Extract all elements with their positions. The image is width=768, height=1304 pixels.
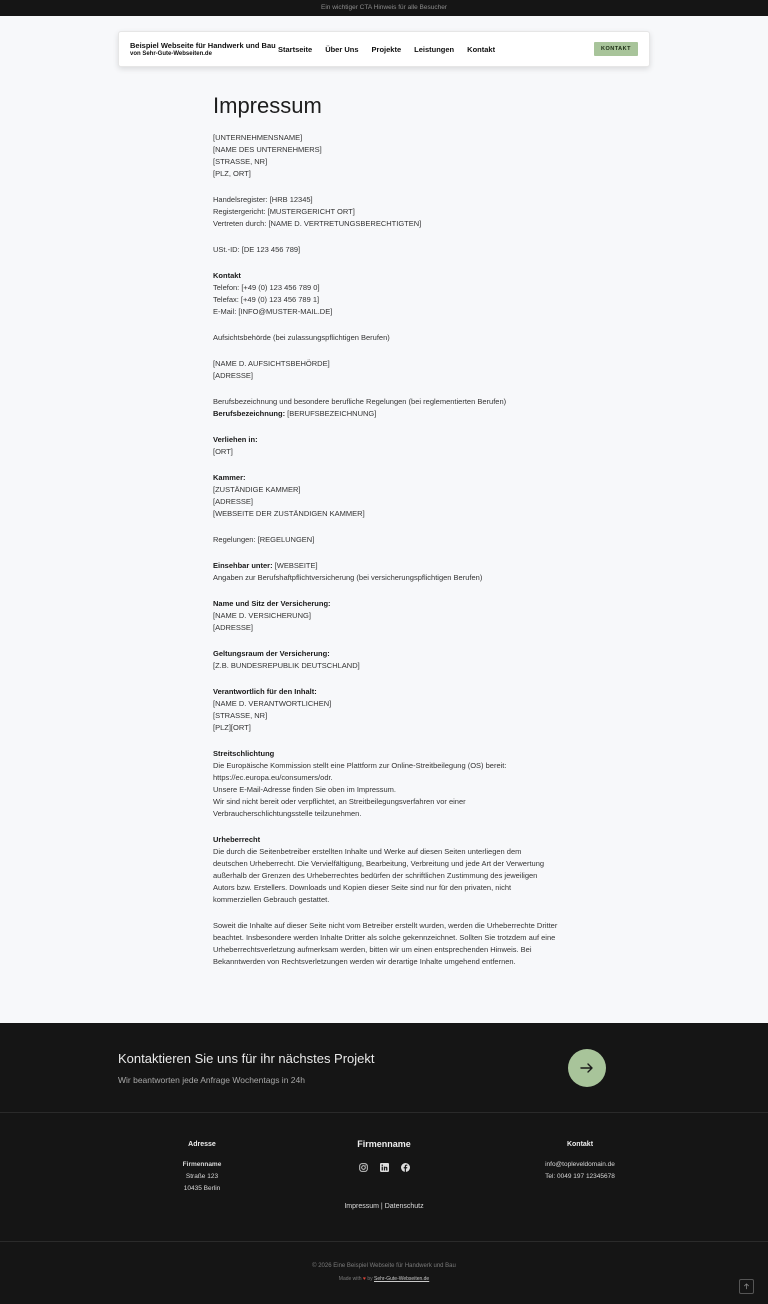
copyright-text: Die durch die Seitenbetreiber erstellten Inhalte und Werke auf diesen Seiten unterliegen dem deutschen Urheberrecht. Die Vervielfältigung, Bearbeitung, Verbreitung und jede Art der Verwertung außerhalb der Grenzen des Urheberrechtes bedürfen der schriftlichen Zustimmung des jeweiligen Autors bzw. Erstellers. Downloads und Kopien dieser Seite sind nur für den privaten, nicht kommerziellen Gebrauch gestattet. [213, 847, 545, 904]
nav-item-kontakt[interactable]: Kontakt [467, 45, 496, 54]
email: E-Mail: [INFO@MUSTER-MAIL.DE] [213, 307, 333, 316]
register-info [213, 194, 558, 230]
contact-heading: Kontakt [213, 271, 241, 280]
contact-cta-band [0, 1023, 768, 1112]
footer-legal-links [0, 1203, 768, 1210]
responsible-city: [PLZ][ORT] [213, 723, 251, 732]
main-navigation [118, 31, 650, 67]
cta-heading: Kontaktieren Sie uns für ihr nächstes Projekt [118, 1051, 375, 1066]
footer-company: Firmenname [182, 1161, 222, 1168]
coverage-label: Geltungsraum der Versicherung: [213, 649, 330, 658]
insurance-address: [ADRESSE] [213, 623, 254, 632]
footer-address [163, 1141, 241, 1195]
viewable-label: Einsehbar unter: [213, 561, 273, 570]
footer-street: Straße 123 [185, 1173, 219, 1180]
insurance-section [213, 598, 558, 634]
linkedin-icon[interactable] [380, 1159, 389, 1168]
chamber-section [213, 472, 558, 520]
coverage-value: [Z.B. BUNDESREPUBLIK DEUTSCHLAND] [213, 661, 360, 670]
made-with-notice [0, 1276, 768, 1282]
authority-name: [NAME D. AUFSICHTSBEHÖRDE] [213, 359, 330, 368]
site-logo[interactable] [130, 42, 276, 58]
profession-label: Berufsbezeichnung: [213, 409, 286, 418]
viewable-section [213, 560, 558, 584]
street: [STRASSE, NR] [213, 157, 268, 166]
nav-item-leistungen[interactable]: Leistungen [414, 45, 455, 54]
insurance-intro: Angaben zur Berufshaftpflichtversicherung (bei versicherungspflichtigen Berufen) [213, 573, 483, 582]
owner-name: [NAME DES UNTERNEHMERS] [213, 145, 322, 154]
scroll-to-top-button[interactable] [739, 1279, 754, 1294]
footer-link-datenschutz[interactable]: Datenschutz [384, 1203, 424, 1210]
arrow-right-icon [579, 1060, 595, 1076]
profession-intro: Berufsbezeichnung und besondere berufliche Regelungen (bei reglementierten Berufen) [213, 397, 507, 406]
footer-link-impressum[interactable]: Impressum [344, 1203, 379, 1210]
dispute-willingness: Wir sind nicht bereit oder verpflichtet, an Streitbeilegungsverfahren vor einer Verbraucherschlichtungsstelle teilzunehmen. [213, 797, 466, 818]
dispute-text: Die Europäische Kommission stellt eine Plattform zur Online-Streitbeilegung (OS) bereit: https://ec.europa.eu/consumers/odr. [213, 761, 507, 782]
dispute-section [213, 748, 558, 820]
site-footer [0, 1112, 768, 1304]
cta-arrow-button[interactable] [568, 1049, 606, 1087]
brand-subtitle: von Sehr-Gute-Webseiten.de [130, 51, 212, 57]
awarded-value: [ORT] [213, 447, 233, 456]
footer-email[interactable]: info@topleveldomain.de [545, 1161, 615, 1168]
footer-city: 10435 Berlin [183, 1185, 221, 1192]
city: [PLZ, ORT] [213, 169, 251, 178]
register-number: Handelsregister: [HRB 12345] [213, 195, 313, 204]
copyright-section [213, 834, 558, 906]
page-title: Impressum [213, 93, 322, 118]
copyright-heading: Urheberrecht [213, 835, 261, 844]
dispute-email-note: Unsere E-Mail-Adresse finden Sie oben im Impressum. [213, 785, 396, 794]
represented-by: Vertreten durch: [NAME D. VERTRETUNGSBERECHTIGTEN] [213, 219, 422, 228]
awarded-label: Verliehen in: [213, 435, 258, 444]
company-name: [UNTERNEHMENSNAME] [213, 133, 303, 142]
instagram-icon[interactable] [359, 1159, 368, 1168]
profession-value: [BERUFSBEZEICHNUNG] [285, 409, 377, 418]
announcement-bar: Ein wichtiger CTA Hinweis für alle Besucher [0, 0, 768, 16]
agency-link[interactable]: Sehr-Gute-Webseiten.de [374, 1276, 430, 1282]
responsible-section [213, 686, 558, 734]
chamber-address: [ADRESSE] [213, 497, 254, 506]
footer-link-separator: | [378, 1203, 385, 1210]
footer-address-heading: Adresse [188, 1141, 216, 1148]
footer-brand [334, 1139, 434, 1168]
insurance-label: Name und Sitz der Versicherung: [213, 599, 331, 608]
copyright-third-party: Soweit die Inhalte auf dieser Seite nicht vom Betreiber erstellt wurden, werden die Urheberrechte Dritter beachtet. Insbesondere werden Inhalte Dritter als solche gekennzeichnet. Sollten Sie trotzdem auf eine Urheberrechtsverletzung aufmerksam werden, bitten wir um einen entsprechenden Hinweis. Bei Bekanntwerden von Rechtsverletzungen werden wir derartige Inhalte umgehend entfernen. [213, 921, 558, 966]
heart-icon: ♥ [362, 1276, 366, 1282]
vat-id: USt.-ID: [DE 123 456 789] [213, 245, 301, 254]
profession-section [213, 396, 558, 420]
viewable-value: [WEBSEITE] [272, 561, 318, 570]
phone: Telefon: [+49 (0) 123 456 789 0] [213, 283, 320, 292]
footer-phone[interactable]: Tel: 0049 197 12345678 [545, 1173, 615, 1180]
chamber-name: [ZUSTÄNDIGE KAMMER] [213, 485, 301, 494]
responsible-street: [STRASSE, NR] [213, 711, 268, 720]
facebook-icon[interactable] [401, 1159, 410, 1168]
contact-button[interactable]: KONTAKT [594, 42, 638, 56]
made-prefix: Made with [338, 1276, 363, 1282]
company-address [213, 132, 558, 180]
responsible-label: Verantwortlich für den Inhalt: [213, 687, 317, 696]
nav-item-projekte[interactable]: Projekte [371, 45, 402, 54]
contact-section [213, 270, 558, 318]
fax: Telefax: [+49 (0) 123 456 789 1] [213, 295, 320, 304]
chamber-label: Kammer: [213, 473, 246, 482]
supervisory-note: Aufsichtsbehörde (bei zulassungspflichtigen Berufen) [213, 333, 390, 342]
made-by: by [365, 1276, 374, 1282]
coverage-section [213, 648, 558, 672]
insurance-name: [NAME D. VERSICHERUNG] [213, 611, 311, 620]
arrow-up-icon [743, 1283, 750, 1290]
brand-title: Beispiel Webseite für Handwerk und Bau [130, 41, 276, 50]
regulations: Regelungen: [REGELUNGEN] [213, 535, 315, 544]
impressum-content [213, 93, 558, 982]
social-links [334, 1159, 434, 1168]
nav-item-ueber-uns[interactable]: Über Uns [325, 45, 359, 54]
footer-brand-name: Firmenname [357, 1139, 411, 1149]
register-court: Registergericht: [MUSTERGERICHT ORT] [213, 207, 355, 216]
dispute-heading: Streitschlichtung [213, 749, 275, 758]
authority-address: [ADRESSE] [213, 371, 254, 380]
supervisory-authority [213, 358, 558, 382]
footer-contact-heading: Kontakt [566, 1141, 594, 1148]
footer-divider [0, 1241, 768, 1242]
awarded-section [213, 434, 558, 458]
nav-menu [278, 45, 495, 54]
responsible-name: [NAME D. VERANTWORTLICHEN] [213, 699, 332, 708]
chamber-website: [WEBSEITE DER ZUSTÄNDIGEN KAMMER] [213, 509, 365, 518]
nav-item-startseite[interactable]: Startseite [278, 45, 313, 54]
footer-contact [520, 1141, 640, 1183]
cta-subheading: Wir beantworten jede Anfrage Wochentags in 24h [118, 1075, 305, 1085]
copyright-notice: © 2026 Eine Beispiel Webseite für Handwerk und Bau [312, 1263, 456, 1269]
